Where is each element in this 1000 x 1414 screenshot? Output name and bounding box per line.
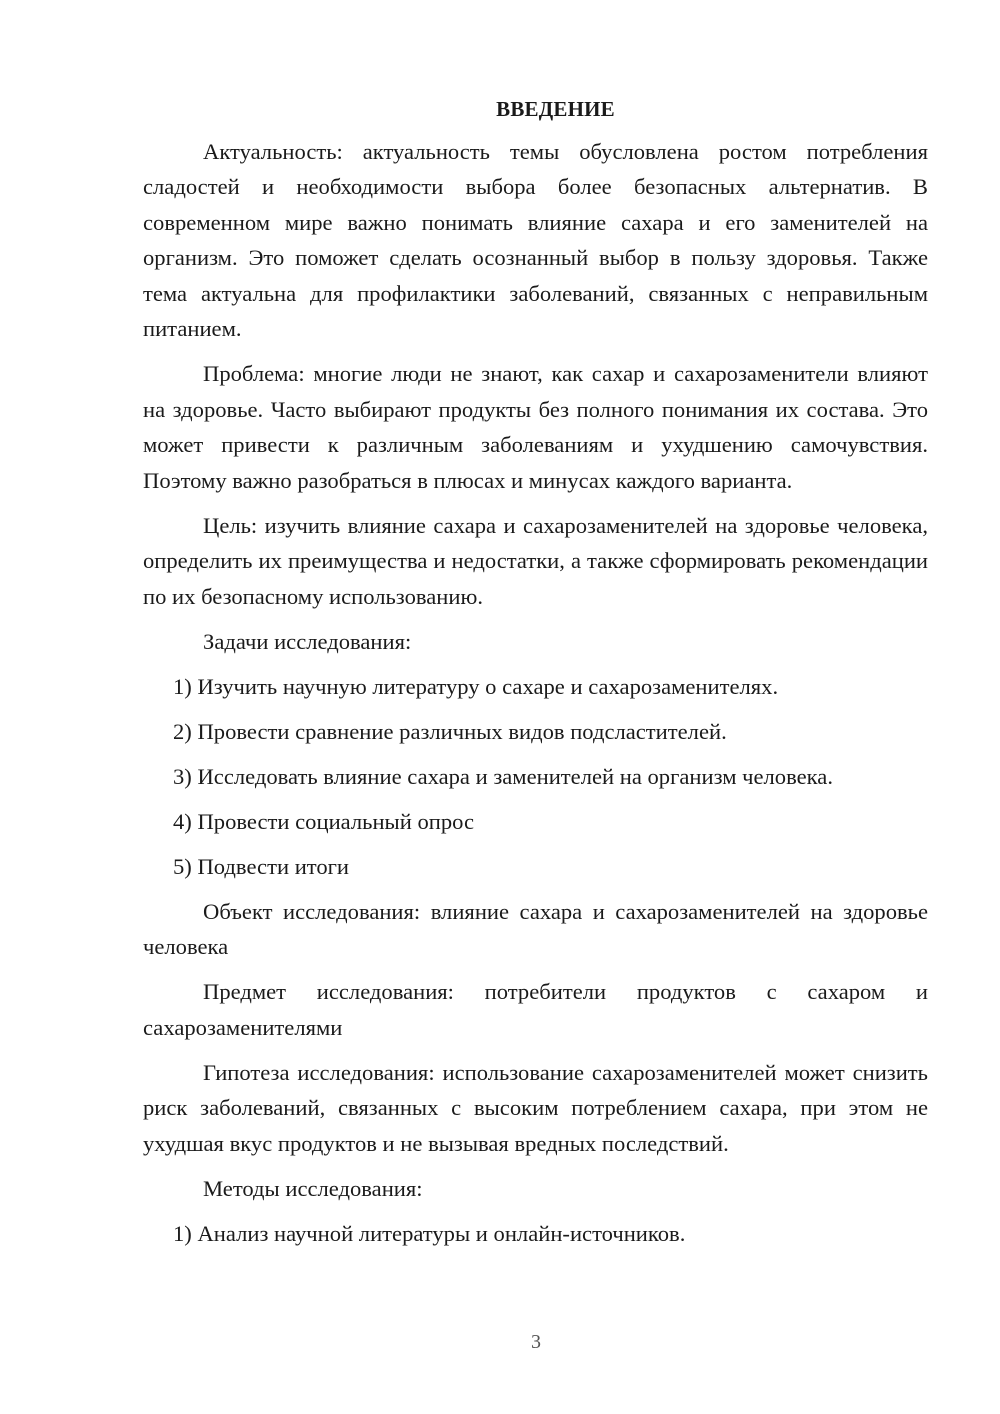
task-item: 2) Провести сравнение различных видов подсластителей. <box>173 718 727 744</box>
section-title: ВВЕДЕНИЕ <box>496 97 615 121</box>
problem-paragraph: Проблема: многие люди не знают, как сахар и сахарозаменители влияют на здоровье. Часто выбирают продукты без полного понимания их состава. Это может привести к различным заболеваниям и ухудшению самочувствия. Поэтому важно разобраться в плюсах и минусах каждого варианта. <box>143 361 928 493</box>
methods-heading: Методы исследования: <box>203 1175 423 1201</box>
hypothesis-paragraph: Гипотеза исследования: использование сахарозаменителей может снизить риск заболеваний, связанных с высоким потреблением сахара, при этом не ухудшая вкус продуктов и не вызывая вредных последствий. <box>143 1059 928 1156</box>
task-item: 1) Изучить научную литературу о сахаре и сахарозаменителях. <box>173 673 779 699</box>
method-item: 1) Анализ научной литературы и онлайн-источников. <box>173 1220 686 1246</box>
goal-paragraph: Цель: изучить влияние сахара и сахарозаменителей на здоровье человека, определить их преимущества и недостатки, а также сформировать рекомендации по их безопасному использованию. <box>143 512 928 609</box>
tasks-heading: Задачи исследования: <box>203 628 412 654</box>
object-paragraph: Объект исследования: влияние сахара и сахарозаменителей на здоровье человека <box>143 898 928 959</box>
document-page <box>143 92 928 1261</box>
subject-paragraph: Предмет исследования: потребители продуктов с сахаром и сахарозаменителями <box>143 979 928 1040</box>
relevance-paragraph: Актуальность: актуальность темы обусловлена ростом потребления сладостей и необходимости выбора более безопасных альтернатив. В современном мире важно понимать влияние сахара и его заменителей на организм. Это поможет сделать осознанный выбор в пользу здоровья. Также тема актуальна для профилактики заболеваний, связанных с неправильным питанием. <box>143 138 928 341</box>
page-number: 3 <box>531 1331 541 1353</box>
task-item: 3) Исследовать влияние сахара и заменителей на организм человека. <box>173 763 833 789</box>
task-item: 4) Провести социальный опрос <box>173 808 475 834</box>
task-item: 5) Подвести итоги <box>173 853 350 879</box>
